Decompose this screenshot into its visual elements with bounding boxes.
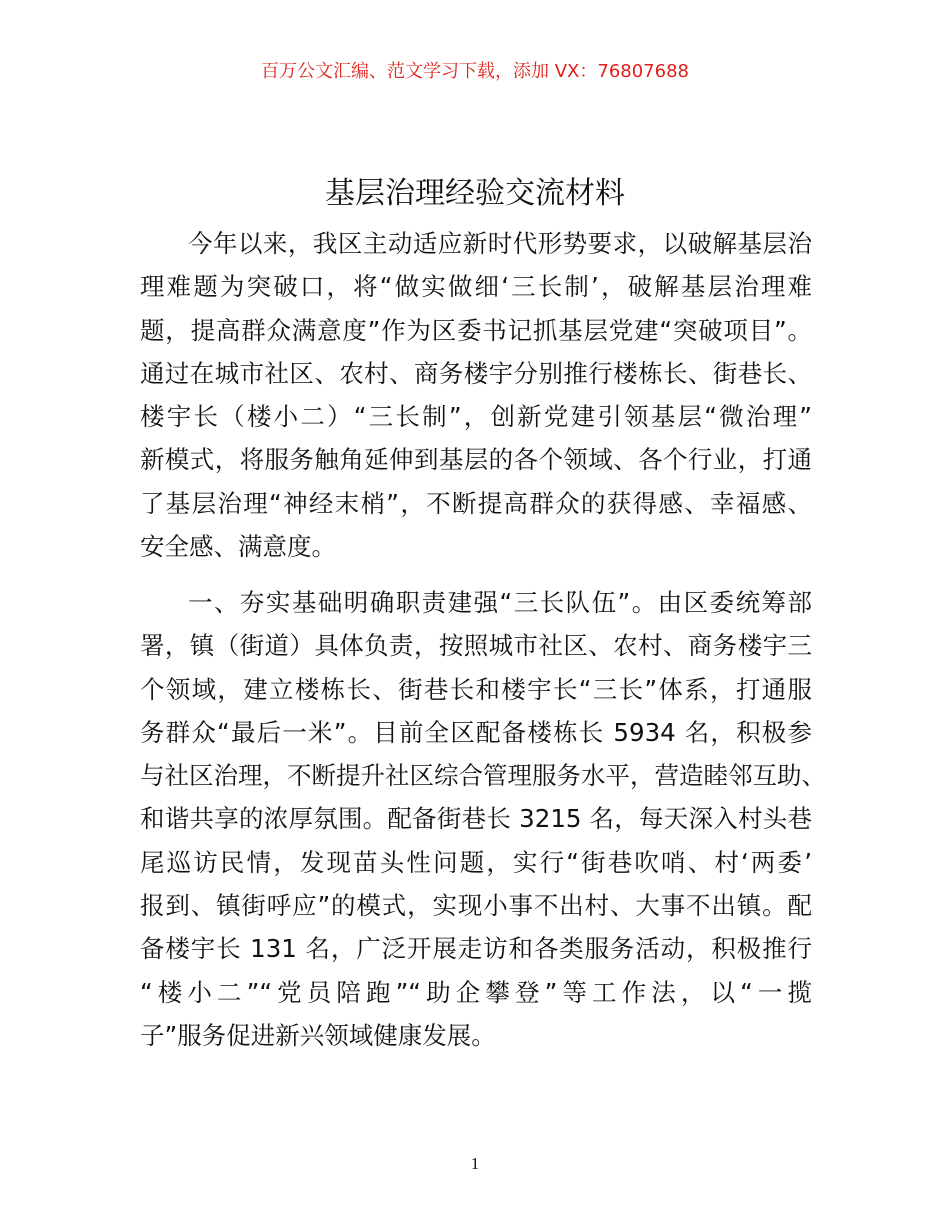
text-line: 一、夯实基础明确职责建强“三长队伍”。由区委统筹部 xyxy=(188,588,812,617)
text-line: 尾巡访民情，发现苗头性问题，实行“街巷吹哨、村‘两委’ xyxy=(140,847,812,877)
text-line: 备楼宇长 131 名，广泛开展走访和各类服务活动，积极推行 xyxy=(140,934,812,964)
page-number: 1 xyxy=(470,1154,480,1173)
text-line: 通过在城市社区、农村、商务楼宇分别推行楼栋长、街巷长、 xyxy=(140,358,812,388)
text-line: 子”服务促进新兴领域健康发展。 xyxy=(140,1020,496,1050)
text-line: 安全感、满意度。 xyxy=(140,532,336,562)
text-line: 和谐共享的浓厚氛围。配备街巷长 3215 名，每天深入村头巷 xyxy=(140,804,812,834)
paragraph-intro xyxy=(140,222,812,568)
text-line: 楼宇长（楼小二）“三长制”，创新党建引领基层“微治理” xyxy=(140,402,812,432)
paragraph-section-1 xyxy=(140,581,826,1057)
text-line: 务群众“最后一米”。目前全区配备楼栋长 5934 名，积极参 xyxy=(140,717,812,747)
document-title: 基层治理经验交流材料 xyxy=(325,176,625,211)
text-line: 理难题为突破口，将“做实做细‘三长制’，破解基层治理难 xyxy=(140,272,812,302)
text-line: 署，镇（街道）具体负责，按照城市社区、农村、商务楼宇三 xyxy=(140,631,812,661)
text-line: 了基层治理“神经末梢”，不断提高群众的获得感、幸福感、 xyxy=(140,488,812,518)
text-line: 与社区治理，不断提升社区综合管理服务水平，营造睦邻互助、 xyxy=(140,761,826,791)
text-line: “楼小二”“党员陪跑”“助企攀登”等工作法，以“一揽 xyxy=(140,977,812,1007)
text-line: 题，提高群众满意度”作为区委书记抓基层党建“突破项目”。 xyxy=(140,315,812,345)
text-line: 新模式，将服务触角延伸到基层的各个领域、各个行业，打通 xyxy=(140,445,812,475)
text-line: 今年以来，我区主动适应新时代形势要求，以破解基层治 xyxy=(188,229,812,258)
text-line: 个领域，建立楼栋长、街巷长和楼宇长“三长”体系，打通服 xyxy=(140,674,812,704)
text-line: 报到、镇街呼应”的模式，实现小事不出村、大事不出镇。配 xyxy=(140,891,812,921)
watermark-header: 百万公文汇编、范文学习下载，添加 VX：76807688 xyxy=(261,61,689,82)
